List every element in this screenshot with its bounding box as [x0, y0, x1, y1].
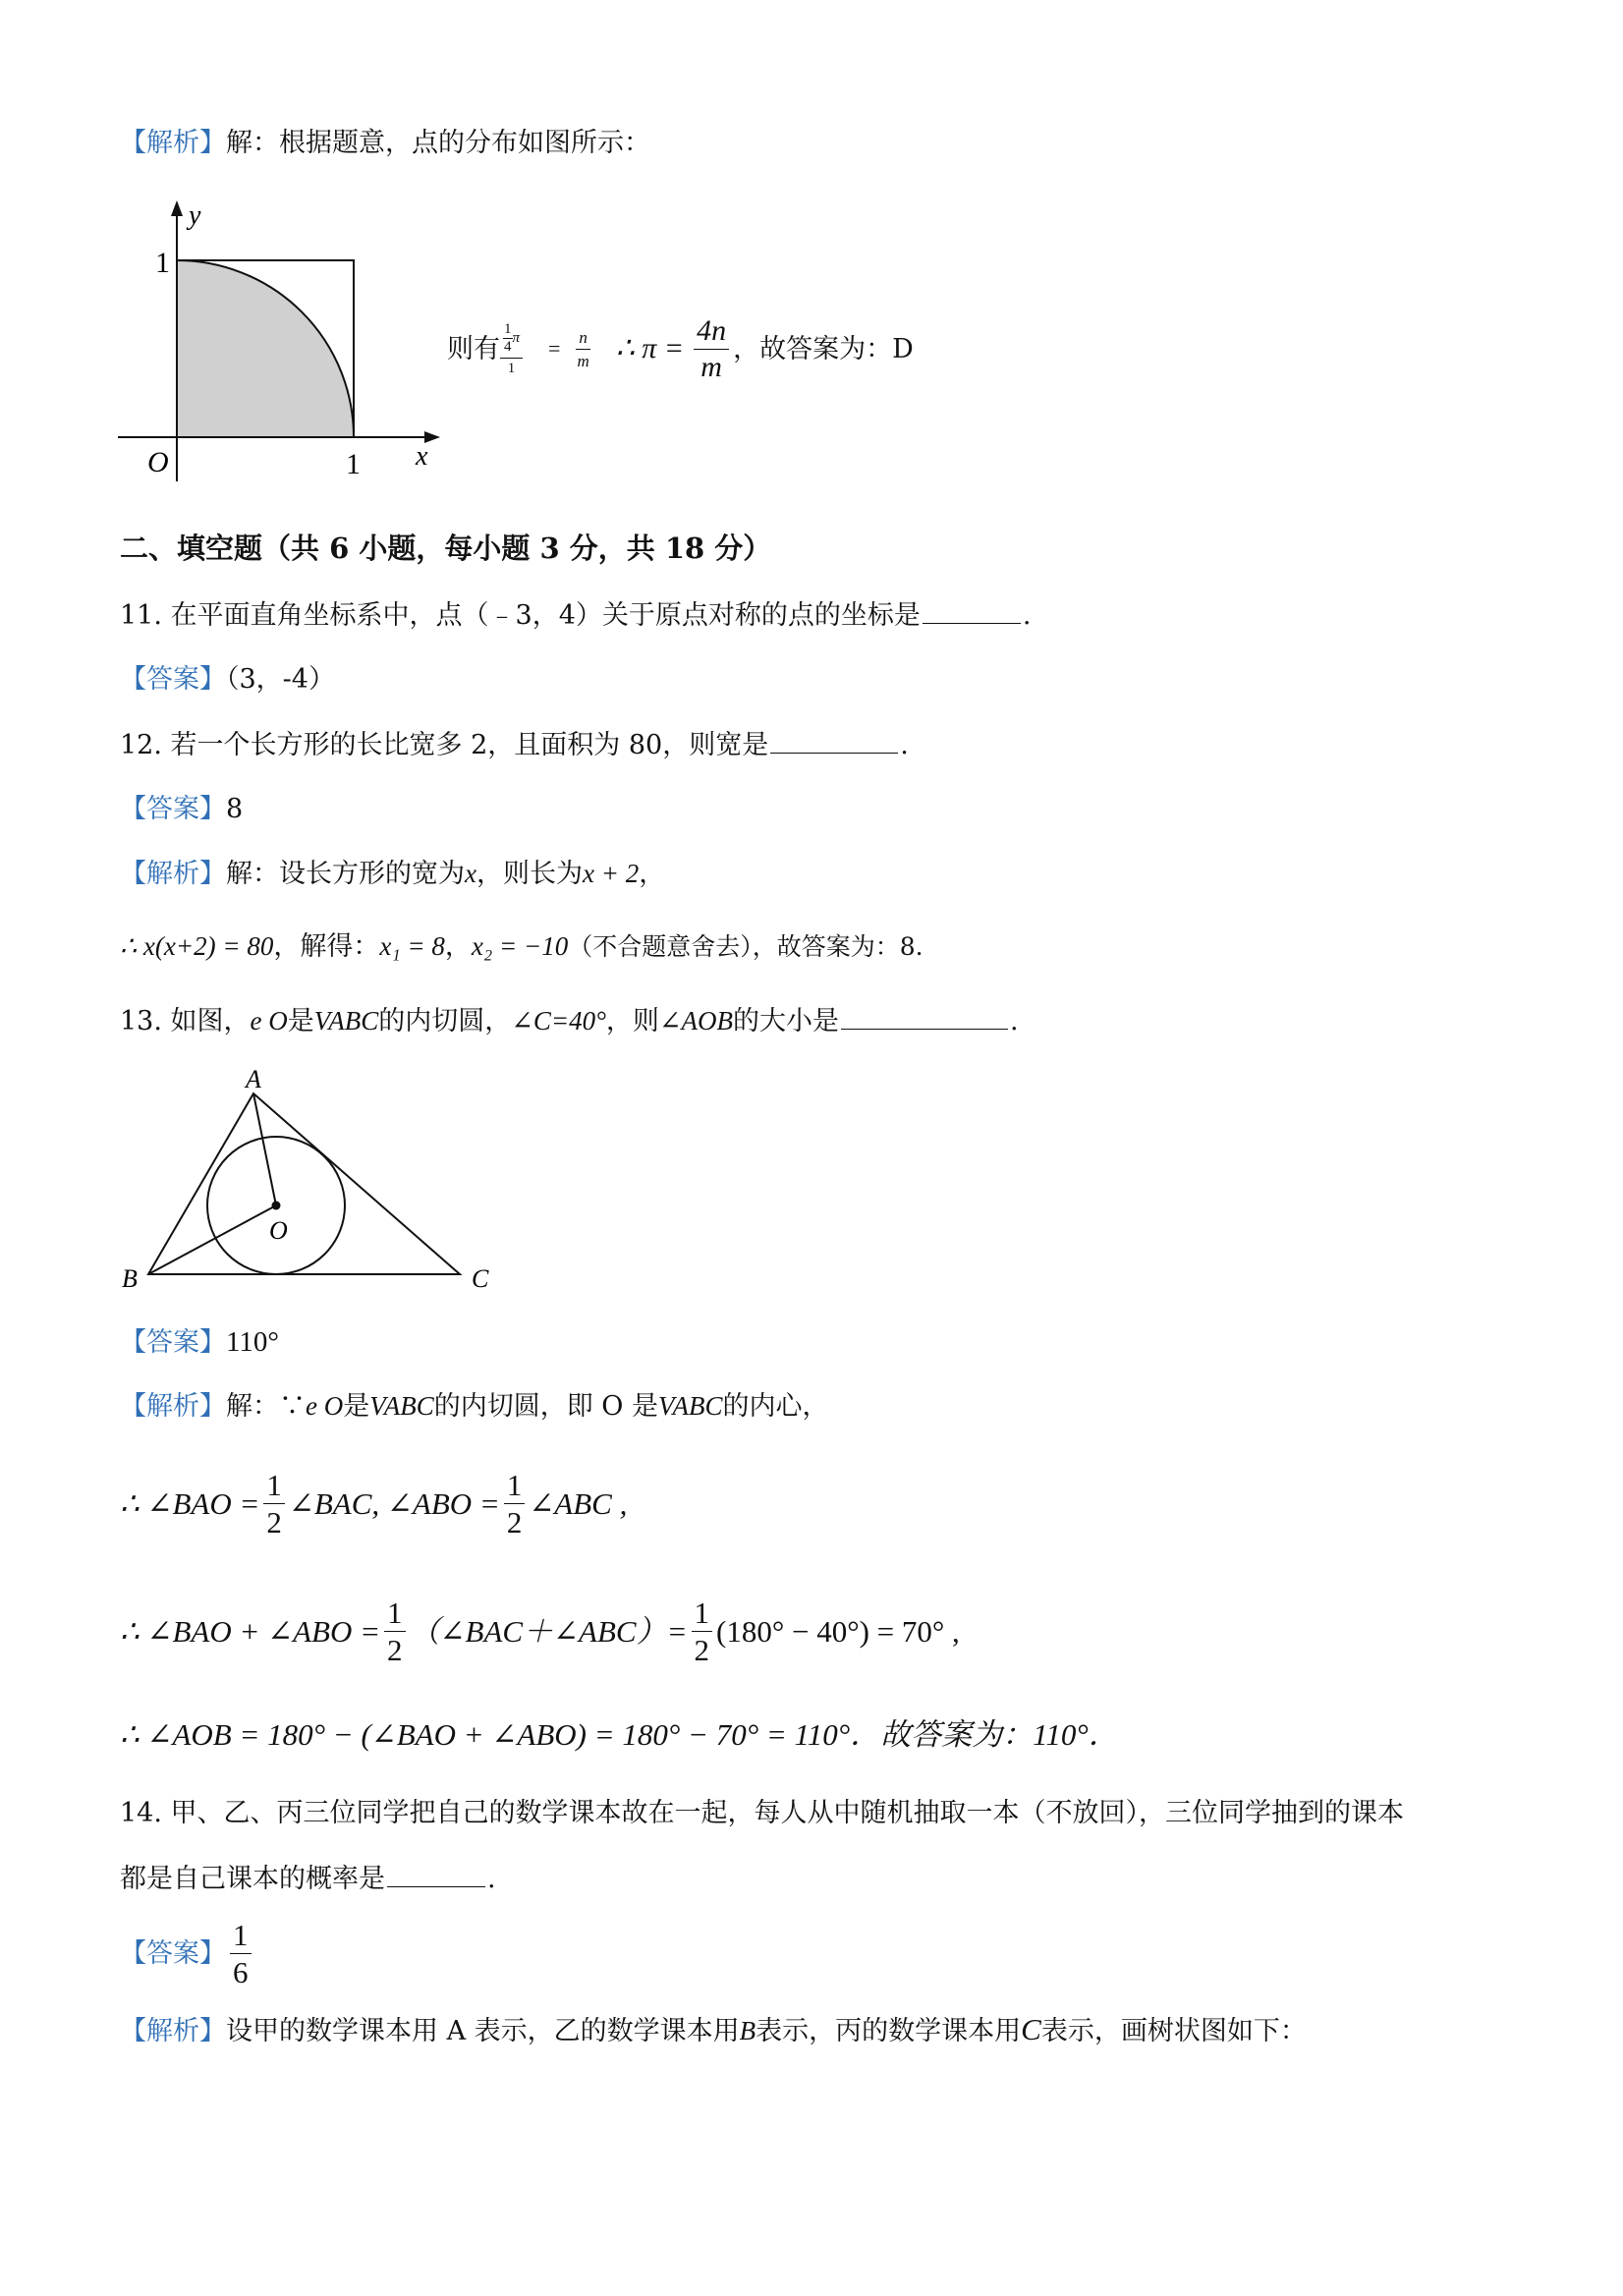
bac-abo-equals: ∠BAC, ∠ABO = [288, 1485, 500, 1521]
q12-question-text: 12. 若一个长方形的长比宽多 2，且面积为 80，则宽是 [120, 730, 769, 760]
q12-conclusion: （不合题意舍去），故答案为：8. [568, 932, 923, 961]
small-fraction-numerator [500, 322, 523, 359]
q10-analysis-line [120, 130, 650, 156]
comma: ， [444, 931, 472, 962]
sum-of-angles: （∠BAC＋∠ABC）= [409, 1613, 688, 1649]
result-70: (180° − 40°) = 70° , [716, 1613, 960, 1649]
solution-x2: x₂ = −10 [471, 931, 569, 961]
small-fraction-denominator: 1 [507, 360, 516, 376]
q11-question [120, 601, 1031, 629]
half-fraction [504, 1467, 526, 1540]
q13-answer [120, 1328, 279, 1357]
equals-sign: = [548, 336, 561, 361]
q13-an-text-b: 是 [343, 1391, 370, 1422]
sum-equals: ∴ ∠BAO + ∠ABO = [120, 1613, 381, 1649]
triangle-abc: VABC [313, 1006, 379, 1036]
q13-text-a: 13. 如图， [120, 1006, 251, 1036]
vertex-c-label: C [472, 1264, 489, 1293]
q12-answer-value: 8 [226, 794, 244, 824]
q12-analysis-text-a: 解：设长方形的宽为 [226, 859, 465, 889]
q14-question-1: 14. 甲、乙、丙三位同学把自己的数学课本故在一起，每人从中随机抽取一本（不放回），三位同学抽到的课本 [120, 1798, 1405, 1828]
solve-text: ，解得： [273, 931, 380, 962]
period: . [1010, 1006, 1019, 1036]
sixth-den: 6 [233, 1954, 249, 1989]
angle-aob: ∠AOB [658, 1006, 734, 1036]
m-denominator: m [577, 351, 589, 370]
vertex-b-label: B [122, 1264, 138, 1293]
q12-question [120, 731, 909, 758]
var-b: B [739, 2016, 756, 2045]
one-sixth-fraction [230, 1917, 252, 1989]
quarter-bottom: 4 [504, 338, 512, 355]
q11-answer [120, 666, 335, 693]
half-num: 1 [504, 1470, 526, 1504]
q13-analysis-4: ∴ ∠AOB = 180° − (∠BAO + ∠ABO) = 180° − 70° = 110°．故答案为：110°． [120, 1717, 1119, 1752]
expr-x-plus-2: x + 2 [582, 859, 640, 888]
period: . [487, 1864, 496, 1894]
var-x: x [465, 859, 476, 888]
answer-blank [923, 601, 1021, 624]
q13-text-e: 的大小是 [733, 1006, 840, 1036]
x-one-label: 1 [346, 448, 361, 480]
bao-equals: ∴ ∠BAO = [120, 1485, 260, 1521]
q12-analysis-text-c: ， [639, 859, 666, 889]
triangle-abc-2: VABC [658, 1391, 723, 1421]
y-axis-arrow [171, 200, 183, 216]
q14-question-text: 都是自己课本的概率是 [120, 1864, 385, 1894]
incircle-triangle-figure [116, 1066, 509, 1302]
vertex-a-label: A [246, 1066, 261, 1093]
m-denominator-2: m [700, 350, 722, 383]
q14-an-text-b: 表示，丙的数学课本用 [756, 2016, 1022, 2046]
equation-x: ∴ x(x+2) = 80 [120, 931, 274, 961]
therefore-pi: ∴ π = [615, 332, 685, 364]
circle-o: e O [306, 1391, 344, 1421]
because-text: 解：∵ [226, 1391, 306, 1422]
y-axis-label: y [189, 200, 201, 231]
q13-analysis-3 [120, 1592, 960, 1670]
quarter-circle-graph [118, 196, 452, 481]
answer-tag: 【答案】 [120, 794, 226, 824]
q13-analysis-2 [120, 1464, 627, 1542]
q13-text-c: 的内切圆， [378, 1006, 512, 1036]
q13-question [120, 1007, 1019, 1035]
pi-symbol: π [512, 329, 521, 346]
var-c: C [1021, 2012, 1041, 2046]
period: . [900, 730, 909, 760]
answer-tag: 【答案】 [120, 1327, 226, 1358]
q11-question-text: 11. 在平面直角坐标系中，点（﹣3，4）关于原点对称的点的坐标是 [120, 600, 921, 631]
q10-conclusion: ，故答案为：D [733, 333, 914, 364]
quarter-circle-region [177, 260, 354, 437]
center-o-label: O [269, 1216, 288, 1245]
period: . [1022, 600, 1032, 631]
q12-answer [120, 796, 243, 822]
four-n-over-m-fraction [694, 313, 729, 383]
half-num: 1 [263, 1470, 285, 1504]
answer-blank [387, 1865, 485, 1887]
center-point [272, 1202, 281, 1210]
q12-analysis-text-b: ，则长为 [476, 859, 583, 889]
half-den: 2 [266, 1504, 282, 1540]
triangle-abc: VABC [369, 1391, 434, 1421]
q13-analysis-1 [120, 1393, 829, 1420]
circle-o: e O [250, 1006, 288, 1036]
q13-an-text-d: 的内心， [722, 1391, 829, 1422]
q11-answer-value: （3，-4） [226, 664, 335, 695]
section-heading: 二、填空题（共 6 小题，每小题 3 分，共 18 分） [120, 532, 772, 565]
q12-analysis-1 [120, 861, 665, 887]
x-axis-label: x [416, 441, 428, 472]
small-fraction [500, 322, 523, 376]
answer-blank [841, 1007, 1008, 1030]
abc-text: ∠ABC , [529, 1485, 628, 1521]
n-numerator: n [576, 329, 590, 350]
quarter-top: 1 [504, 320, 512, 337]
q10-intro: 解：根据题意，点的分布如图所示： [226, 128, 650, 158]
q14-analysis [120, 2014, 1307, 2044]
answer-blank [770, 731, 898, 754]
analysis-tag: 【解析】 [120, 128, 226, 158]
q10-formula-line [447, 313, 914, 383]
analysis-tag: 【解析】 [120, 859, 226, 889]
half-num: 1 [692, 1597, 713, 1632]
half-den: 2 [506, 1504, 523, 1540]
half-den: 2 [694, 1632, 709, 1667]
q14-an-text-a: 设甲的数学课本用 A 表示，乙的数学课本用 [226, 2016, 740, 2046]
triangle [148, 1093, 460, 1274]
q14-question-2 [120, 1865, 496, 1892]
analysis-tag: 【解析】 [120, 2016, 226, 2046]
analysis-tag: 【解析】 [120, 1391, 226, 1422]
half-fraction [692, 1597, 713, 1665]
half-num: 1 [384, 1597, 406, 1632]
four-n-numerator: 4n [694, 316, 729, 350]
sixth-num: 1 [230, 1920, 252, 1954]
answer-tag: 【答案】 [120, 1937, 226, 1969]
quarter-fraction [503, 322, 513, 355]
solution-x1: x₁ = 8 [379, 931, 445, 961]
answer-tag: 【答案】 [120, 664, 226, 695]
q13-answer-value: 110° [226, 1326, 280, 1358]
q13-text-d: ，则 [605, 1006, 659, 1036]
n-over-m-fraction [574, 329, 591, 369]
q14-answer [120, 1914, 255, 1992]
q12-analysis-2 [120, 933, 923, 960]
q13-text-b: 是 [287, 1006, 314, 1036]
q14-an-text-c: 表示，画树状图如下： [1040, 2016, 1307, 2046]
half-den: 2 [387, 1632, 403, 1667]
then-have-text: 则有 [447, 333, 500, 364]
half-fraction [384, 1597, 406, 1665]
y-one-label: 1 [155, 247, 170, 279]
q13-an-text-c: 的内切圆，即 O 是 [433, 1391, 659, 1422]
angle-c: ∠C=40° [511, 1006, 606, 1036]
origin-label: O [147, 446, 169, 478]
half-fraction [263, 1467, 285, 1540]
